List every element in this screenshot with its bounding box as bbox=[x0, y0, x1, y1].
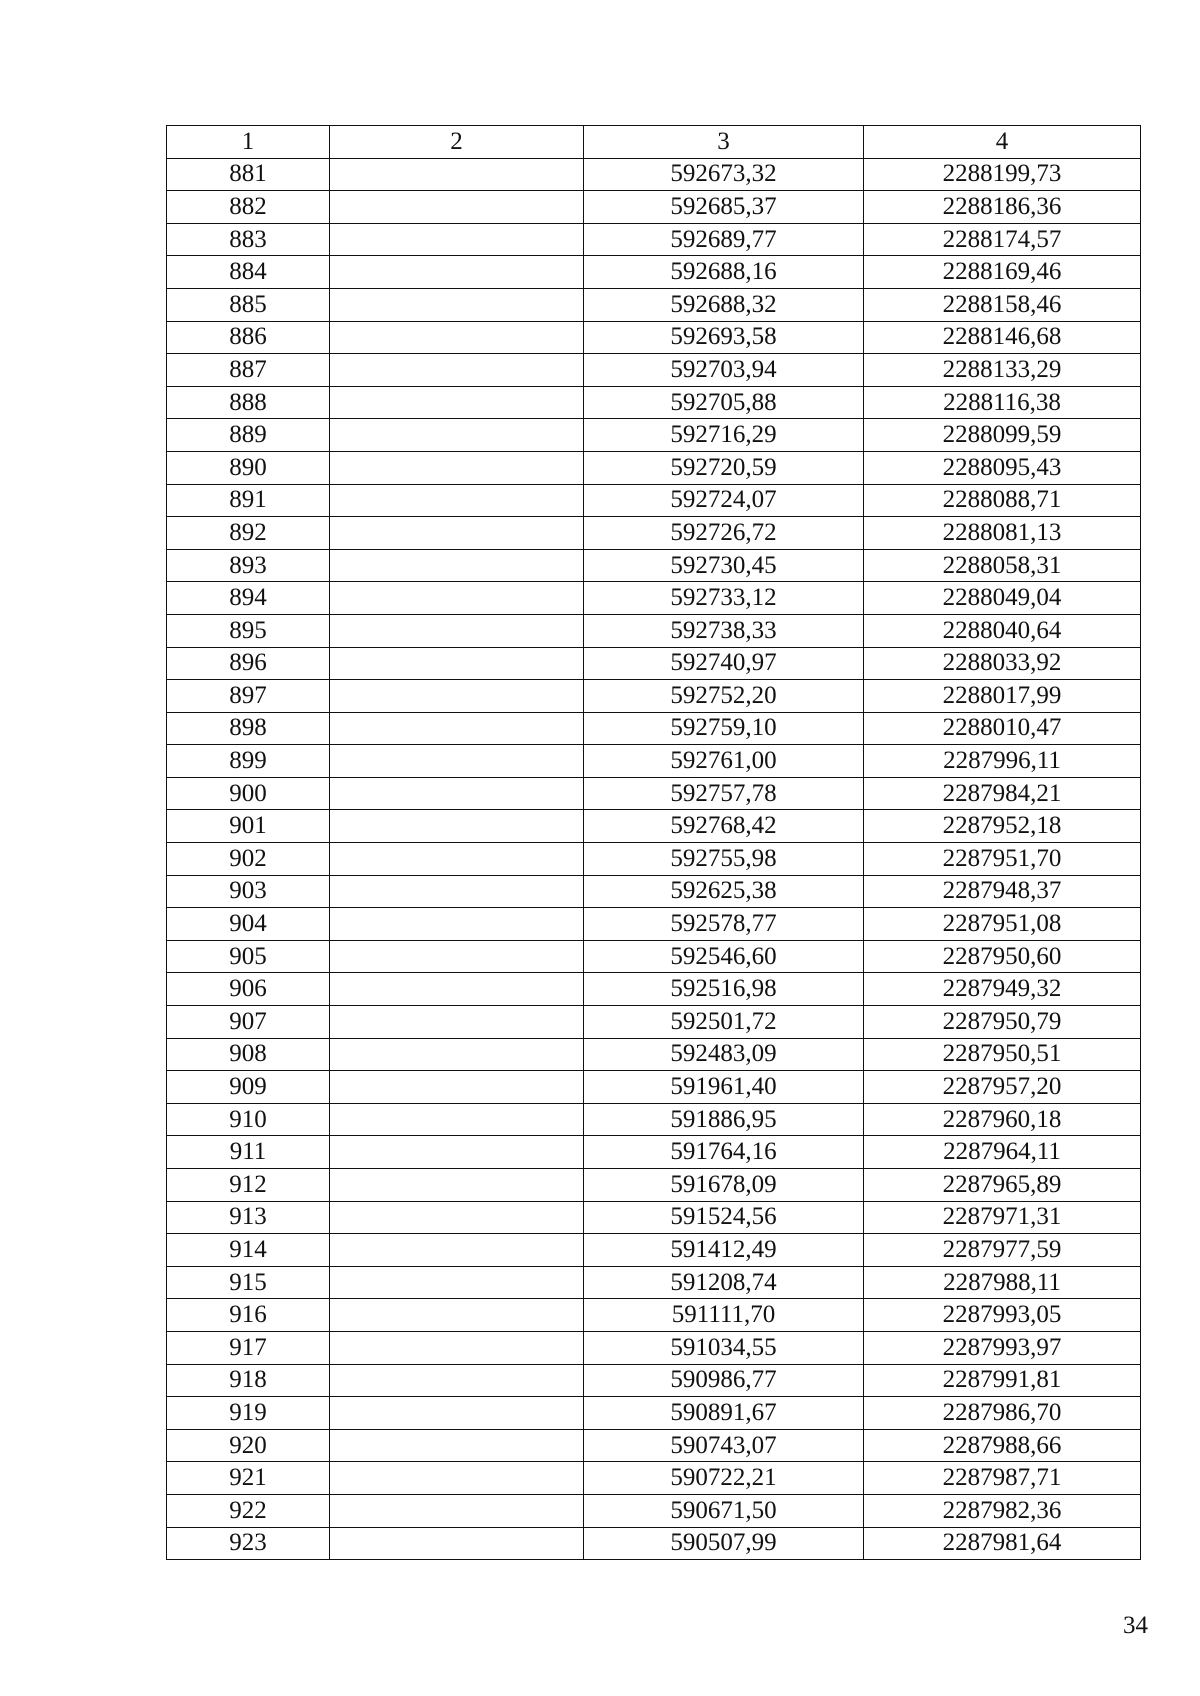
point-name-cell bbox=[330, 223, 584, 256]
point-number-cell: 910 bbox=[167, 1103, 330, 1136]
x-coordinate-cell: 592688,32 bbox=[584, 288, 864, 321]
point-number-cell: 895 bbox=[167, 614, 330, 647]
y-coordinate-cell: 2287971,31 bbox=[864, 1201, 1141, 1234]
table-row bbox=[167, 1234, 1141, 1267]
table-row bbox=[167, 1266, 1141, 1299]
table-row bbox=[167, 1006, 1141, 1039]
point-name-cell bbox=[330, 1006, 584, 1039]
y-coordinate-cell: 2287996,11 bbox=[864, 745, 1141, 778]
point-number-cell: 914 bbox=[167, 1234, 330, 1267]
y-coordinate-cell: 2287986,70 bbox=[864, 1397, 1141, 1430]
y-coordinate-cell: 2288088,71 bbox=[864, 484, 1141, 517]
point-name-cell bbox=[330, 1234, 584, 1267]
point-name-cell bbox=[330, 288, 584, 321]
x-coordinate-cell: 591961,40 bbox=[584, 1071, 864, 1104]
table-row bbox=[167, 614, 1141, 647]
point-number-cell: 917 bbox=[167, 1331, 330, 1364]
point-number-cell: 913 bbox=[167, 1201, 330, 1234]
table-body bbox=[167, 158, 1141, 1560]
point-name-cell bbox=[330, 1169, 584, 1202]
point-name-cell bbox=[330, 908, 584, 941]
y-coordinate-cell: 2288081,13 bbox=[864, 517, 1141, 550]
x-coordinate-cell: 592501,72 bbox=[584, 1006, 864, 1039]
point-name-cell bbox=[330, 1266, 584, 1299]
point-number-cell: 887 bbox=[167, 354, 330, 387]
y-coordinate-cell: 2288099,59 bbox=[864, 419, 1141, 452]
point-number-cell: 894 bbox=[167, 582, 330, 615]
table-row bbox=[167, 1201, 1141, 1234]
y-coordinate-cell: 2288186,36 bbox=[864, 191, 1141, 224]
point-number-cell: 891 bbox=[167, 484, 330, 517]
table-row bbox=[167, 386, 1141, 419]
x-coordinate-cell: 591034,55 bbox=[584, 1331, 864, 1364]
x-coordinate-cell: 590722,21 bbox=[584, 1462, 864, 1495]
y-coordinate-cell: 2288116,38 bbox=[864, 386, 1141, 419]
header-col-2: 2 bbox=[330, 126, 584, 159]
point-number-cell: 885 bbox=[167, 288, 330, 321]
y-coordinate-cell: 2287977,59 bbox=[864, 1234, 1141, 1267]
y-coordinate-cell: 2288146,68 bbox=[864, 321, 1141, 354]
y-coordinate-cell: 2287950,51 bbox=[864, 1038, 1141, 1071]
y-coordinate-cell: 2288040,64 bbox=[864, 614, 1141, 647]
point-number-cell: 897 bbox=[167, 680, 330, 713]
x-coordinate-cell: 592759,10 bbox=[584, 712, 864, 745]
y-coordinate-cell: 2287951,08 bbox=[864, 908, 1141, 941]
x-coordinate-cell: 592516,98 bbox=[584, 973, 864, 1006]
point-number-cell: 899 bbox=[167, 745, 330, 778]
point-name-cell bbox=[330, 940, 584, 973]
point-number-cell: 921 bbox=[167, 1462, 330, 1495]
table-row bbox=[167, 973, 1141, 1006]
point-number-cell: 912 bbox=[167, 1169, 330, 1202]
x-coordinate-cell: 592546,60 bbox=[584, 940, 864, 973]
y-coordinate-cell: 2287957,20 bbox=[864, 1071, 1141, 1104]
x-coordinate-cell: 591111,70 bbox=[584, 1299, 864, 1332]
x-coordinate-cell: 592693,58 bbox=[584, 321, 864, 354]
point-number-cell: 906 bbox=[167, 973, 330, 1006]
point-name-cell bbox=[330, 1299, 584, 1332]
table-row bbox=[167, 256, 1141, 289]
x-coordinate-cell: 592688,16 bbox=[584, 256, 864, 289]
x-coordinate-cell: 592755,98 bbox=[584, 843, 864, 876]
point-name-cell bbox=[330, 321, 584, 354]
point-name-cell bbox=[330, 158, 584, 191]
x-coordinate-cell: 592716,29 bbox=[584, 419, 864, 452]
point-name-cell bbox=[330, 354, 584, 387]
table-row bbox=[167, 1136, 1141, 1169]
x-coordinate-cell: 592720,59 bbox=[584, 451, 864, 484]
point-number-cell: 907 bbox=[167, 1006, 330, 1039]
point-name-cell bbox=[330, 484, 584, 517]
point-number-cell: 915 bbox=[167, 1266, 330, 1299]
y-coordinate-cell: 2288017,99 bbox=[864, 680, 1141, 713]
x-coordinate-cell: 591412,49 bbox=[584, 1234, 864, 1267]
point-name-cell bbox=[330, 419, 584, 452]
x-coordinate-cell: 592733,12 bbox=[584, 582, 864, 615]
x-coordinate-cell: 590507,99 bbox=[584, 1527, 864, 1560]
point-number-cell: 884 bbox=[167, 256, 330, 289]
point-name-cell bbox=[330, 451, 584, 484]
y-coordinate-cell: 2288158,46 bbox=[864, 288, 1141, 321]
point-number-cell: 896 bbox=[167, 647, 330, 680]
point-name-cell bbox=[330, 843, 584, 876]
table-row bbox=[167, 1397, 1141, 1430]
x-coordinate-cell: 591524,56 bbox=[584, 1201, 864, 1234]
table-row bbox=[167, 517, 1141, 550]
point-number-cell: 904 bbox=[167, 908, 330, 941]
table-row bbox=[167, 777, 1141, 810]
table-row bbox=[167, 647, 1141, 680]
table-row bbox=[167, 223, 1141, 256]
x-coordinate-cell: 590743,07 bbox=[584, 1429, 864, 1462]
table-row bbox=[167, 484, 1141, 517]
point-name-cell bbox=[330, 647, 584, 680]
table-row bbox=[167, 712, 1141, 745]
y-coordinate-cell: 2288033,92 bbox=[864, 647, 1141, 680]
point-name-cell bbox=[330, 1364, 584, 1397]
x-coordinate-cell: 592673,32 bbox=[584, 158, 864, 191]
point-name-cell bbox=[330, 549, 584, 582]
x-coordinate-cell: 592685,37 bbox=[584, 191, 864, 224]
header-col-4: 4 bbox=[864, 126, 1141, 159]
point-name-cell bbox=[330, 1136, 584, 1169]
table-row bbox=[167, 908, 1141, 941]
table-row bbox=[167, 158, 1141, 191]
x-coordinate-cell: 590986,77 bbox=[584, 1364, 864, 1397]
x-coordinate-cell: 592724,07 bbox=[584, 484, 864, 517]
point-name-cell bbox=[330, 1429, 584, 1462]
y-coordinate-cell: 2288174,57 bbox=[864, 223, 1141, 256]
x-coordinate-cell: 592703,94 bbox=[584, 354, 864, 387]
y-coordinate-cell: 2287951,70 bbox=[864, 843, 1141, 876]
point-number-cell: 890 bbox=[167, 451, 330, 484]
point-number-cell: 922 bbox=[167, 1494, 330, 1527]
point-name-cell bbox=[330, 191, 584, 224]
y-coordinate-cell: 2288095,43 bbox=[864, 451, 1141, 484]
y-coordinate-cell: 2287993,97 bbox=[864, 1331, 1141, 1364]
coordinates-table bbox=[166, 125, 1141, 1560]
y-coordinate-cell: 2288199,73 bbox=[864, 158, 1141, 191]
table-row bbox=[167, 1299, 1141, 1332]
header-row bbox=[167, 126, 1141, 159]
y-coordinate-cell: 2287987,71 bbox=[864, 1462, 1141, 1495]
table-row bbox=[167, 549, 1141, 582]
point-name-cell bbox=[330, 745, 584, 778]
point-number-cell: 916 bbox=[167, 1299, 330, 1332]
y-coordinate-cell: 2287984,21 bbox=[864, 777, 1141, 810]
point-name-cell bbox=[330, 582, 584, 615]
x-coordinate-cell: 592738,33 bbox=[584, 614, 864, 647]
point-number-cell: 883 bbox=[167, 223, 330, 256]
point-name-cell bbox=[330, 1331, 584, 1364]
point-number-cell: 905 bbox=[167, 940, 330, 973]
table-row bbox=[167, 1071, 1141, 1104]
x-coordinate-cell: 592740,97 bbox=[584, 647, 864, 680]
point-name-cell bbox=[330, 1071, 584, 1104]
table-header bbox=[167, 126, 1141, 159]
table-row bbox=[167, 354, 1141, 387]
x-coordinate-cell: 592761,00 bbox=[584, 745, 864, 778]
x-coordinate-cell: 592752,20 bbox=[584, 680, 864, 713]
y-coordinate-cell: 2287949,32 bbox=[864, 973, 1141, 1006]
point-name-cell bbox=[330, 777, 584, 810]
table-row bbox=[167, 419, 1141, 452]
table-row bbox=[167, 940, 1141, 973]
table-row bbox=[167, 810, 1141, 843]
y-coordinate-cell: 2287952,18 bbox=[864, 810, 1141, 843]
point-name-cell bbox=[330, 1462, 584, 1495]
x-coordinate-cell: 591886,95 bbox=[584, 1103, 864, 1136]
header-col-1: 1 bbox=[167, 126, 330, 159]
point-name-cell bbox=[330, 680, 584, 713]
point-number-cell: 919 bbox=[167, 1397, 330, 1430]
point-number-cell: 918 bbox=[167, 1364, 330, 1397]
y-coordinate-cell: 2287950,60 bbox=[864, 940, 1141, 973]
y-coordinate-cell: 2287950,79 bbox=[864, 1006, 1141, 1039]
table-row bbox=[167, 1364, 1141, 1397]
x-coordinate-cell: 590671,50 bbox=[584, 1494, 864, 1527]
table-row bbox=[167, 1462, 1141, 1495]
y-coordinate-cell: 2287988,11 bbox=[864, 1266, 1141, 1299]
table-row bbox=[167, 1169, 1141, 1202]
point-number-cell: 882 bbox=[167, 191, 330, 224]
x-coordinate-cell: 592730,45 bbox=[584, 549, 864, 582]
y-coordinate-cell: 2288169,46 bbox=[864, 256, 1141, 289]
point-number-cell: 909 bbox=[167, 1071, 330, 1104]
point-name-cell bbox=[330, 810, 584, 843]
table-row bbox=[167, 451, 1141, 484]
point-name-cell bbox=[330, 875, 584, 908]
table-row bbox=[167, 843, 1141, 876]
point-name-cell bbox=[330, 517, 584, 550]
x-coordinate-cell: 592705,88 bbox=[584, 386, 864, 419]
point-number-cell: 881 bbox=[167, 158, 330, 191]
y-coordinate-cell: 2287965,89 bbox=[864, 1169, 1141, 1202]
x-coordinate-cell: 592726,72 bbox=[584, 517, 864, 550]
page-number: 34 bbox=[1123, 1612, 1148, 1639]
point-name-cell bbox=[330, 256, 584, 289]
table-row bbox=[167, 1038, 1141, 1071]
y-coordinate-cell: 2288058,31 bbox=[864, 549, 1141, 582]
y-coordinate-cell: 2287948,37 bbox=[864, 875, 1141, 908]
table-row bbox=[167, 191, 1141, 224]
y-coordinate-cell: 2288133,29 bbox=[864, 354, 1141, 387]
point-name-cell bbox=[330, 614, 584, 647]
point-name-cell bbox=[330, 1201, 584, 1234]
y-coordinate-cell: 2287981,64 bbox=[864, 1527, 1141, 1560]
point-number-cell: 908 bbox=[167, 1038, 330, 1071]
y-coordinate-cell: 2288049,04 bbox=[864, 582, 1141, 615]
y-coordinate-cell: 2288010,47 bbox=[864, 712, 1141, 745]
y-coordinate-cell: 2287993,05 bbox=[864, 1299, 1141, 1332]
point-name-cell bbox=[330, 1103, 584, 1136]
point-number-cell: 888 bbox=[167, 386, 330, 419]
point-number-cell: 893 bbox=[167, 549, 330, 582]
point-number-cell: 901 bbox=[167, 810, 330, 843]
point-number-cell: 923 bbox=[167, 1527, 330, 1560]
y-coordinate-cell: 2287991,81 bbox=[864, 1364, 1141, 1397]
table-row bbox=[167, 1494, 1141, 1527]
table-row bbox=[167, 1527, 1141, 1560]
x-coordinate-cell: 592689,77 bbox=[584, 223, 864, 256]
point-number-cell: 886 bbox=[167, 321, 330, 354]
x-coordinate-cell: 592757,78 bbox=[584, 777, 864, 810]
point-name-cell bbox=[330, 386, 584, 419]
x-coordinate-cell: 590891,67 bbox=[584, 1397, 864, 1430]
y-coordinate-cell: 2287960,18 bbox=[864, 1103, 1141, 1136]
x-coordinate-cell: 591764,16 bbox=[584, 1136, 864, 1169]
point-name-cell bbox=[330, 1527, 584, 1560]
point-number-cell: 920 bbox=[167, 1429, 330, 1462]
x-coordinate-cell: 592483,09 bbox=[584, 1038, 864, 1071]
y-coordinate-cell: 2287982,36 bbox=[864, 1494, 1141, 1527]
x-coordinate-cell: 591678,09 bbox=[584, 1169, 864, 1202]
point-number-cell: 903 bbox=[167, 875, 330, 908]
point-number-cell: 892 bbox=[167, 517, 330, 550]
table-row bbox=[167, 288, 1141, 321]
y-coordinate-cell: 2287964,11 bbox=[864, 1136, 1141, 1169]
y-coordinate-cell: 2287988,66 bbox=[864, 1429, 1141, 1462]
table-row bbox=[167, 1103, 1141, 1136]
point-number-cell: 902 bbox=[167, 843, 330, 876]
point-number-cell: 900 bbox=[167, 777, 330, 810]
point-number-cell: 911 bbox=[167, 1136, 330, 1169]
point-name-cell bbox=[330, 712, 584, 745]
point-name-cell bbox=[330, 1397, 584, 1430]
table-row bbox=[167, 1331, 1141, 1364]
point-name-cell bbox=[330, 1494, 584, 1527]
x-coordinate-cell: 592578,77 bbox=[584, 908, 864, 941]
table-row bbox=[167, 745, 1141, 778]
x-coordinate-cell: 592625,38 bbox=[584, 875, 864, 908]
x-coordinate-cell: 591208,74 bbox=[584, 1266, 864, 1299]
point-number-cell: 898 bbox=[167, 712, 330, 745]
point-name-cell bbox=[330, 973, 584, 1006]
table-row bbox=[167, 680, 1141, 713]
table-row bbox=[167, 875, 1141, 908]
point-number-cell: 889 bbox=[167, 419, 330, 452]
table-row bbox=[167, 1429, 1141, 1462]
point-name-cell bbox=[330, 1038, 584, 1071]
table-row bbox=[167, 321, 1141, 354]
table-row bbox=[167, 582, 1141, 615]
x-coordinate-cell: 592768,42 bbox=[584, 810, 864, 843]
header-col-3: 3 bbox=[584, 126, 864, 159]
